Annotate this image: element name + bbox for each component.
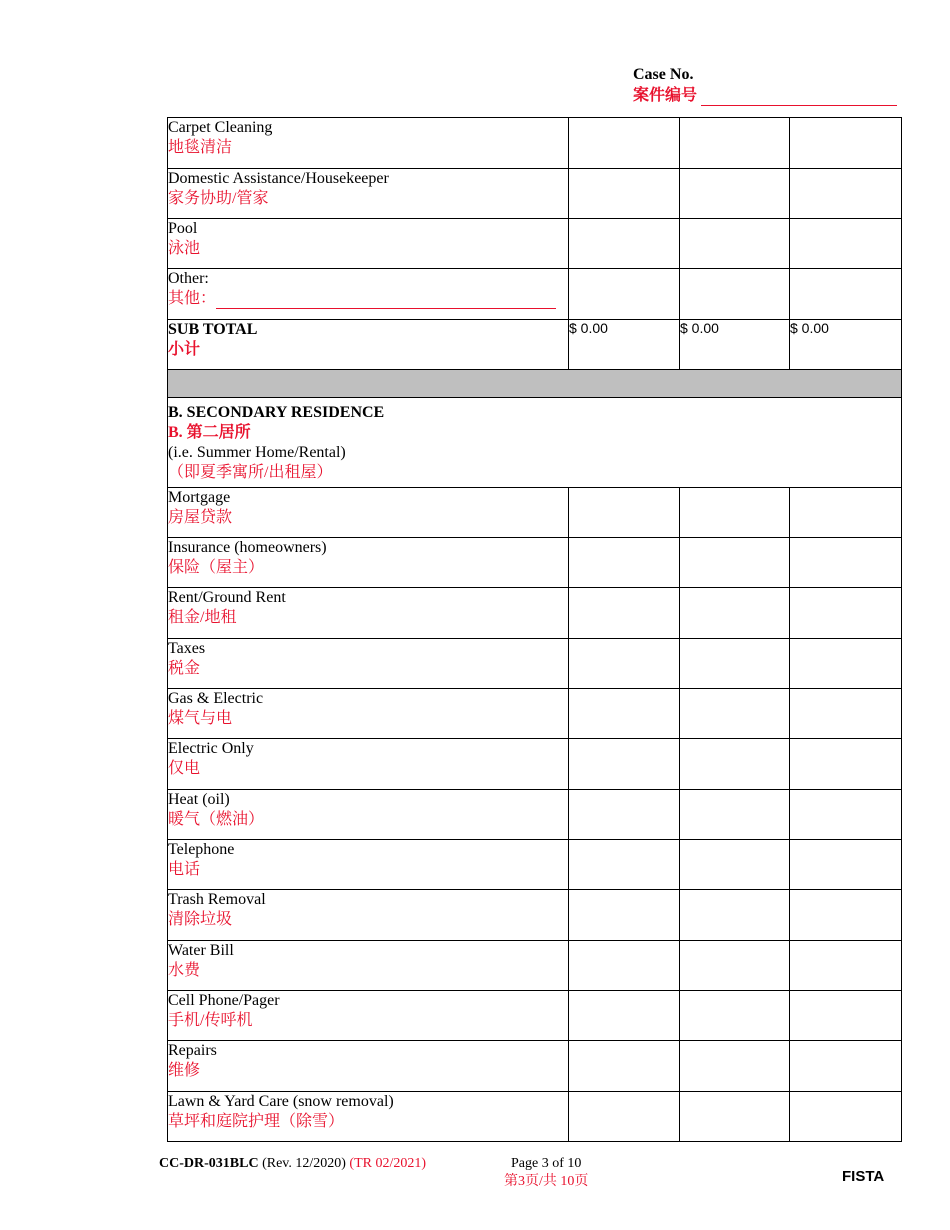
amount-cell[interactable] [569, 1092, 680, 1142]
row-label-cell [168, 991, 569, 1041]
amount-cell[interactable] [569, 219, 680, 269]
subtotal-value-3: $ 0.00 [790, 320, 902, 370]
case-label-en: Case No. [633, 66, 694, 83]
row-label-en: Domestic Assistance/Housekeeper [168, 170, 389, 187]
amount-cell[interactable] [680, 941, 790, 991]
row-label-cell [168, 538, 569, 588]
row-label-zh: 保险（屋主） [168, 559, 265, 576]
table-row [168, 739, 902, 790]
amount-cell[interactable] [680, 538, 790, 588]
amount-cell[interactable] [790, 941, 902, 991]
amount-cell[interactable] [790, 840, 902, 890]
form-revision: (Rev. 12/2020) [262, 1156, 346, 1171]
amount-cell[interactable] [680, 890, 790, 941]
other-description-field[interactable] [216, 292, 556, 309]
row-label-en: Rent/Ground Rent [168, 589, 286, 606]
table-row [168, 169, 902, 219]
row-label-zh: 家务协助/管家 [168, 190, 269, 207]
other-label-zh-row [168, 289, 568, 309]
row-label-en: Cell Phone/Pager [168, 992, 280, 1009]
row-label-en: Lawn & Yard Care (snow removal) [168, 1093, 394, 1110]
row-label-cell [168, 941, 569, 991]
page-number-en: Page 3 of 10 [511, 1156, 582, 1171]
amount-cell[interactable] [569, 488, 680, 538]
amount-cell[interactable] [680, 219, 790, 269]
brand-mark: FISTA [842, 1168, 885, 1185]
amount-cell[interactable] [680, 588, 790, 639]
amount-cell[interactable] [790, 269, 902, 320]
amount-cell[interactable] [680, 169, 790, 219]
row-label-zh: 地毯清洁 [168, 139, 233, 156]
table-row [168, 118, 902, 169]
section-b-title-zh: 第二居所 [186, 424, 251, 441]
row-label-cell [168, 790, 569, 840]
subtotal-label-cell [168, 320, 569, 370]
row-label-cell [168, 639, 569, 689]
amount-cell[interactable] [790, 991, 902, 1041]
row-label-en: Repairs [168, 1042, 217, 1059]
other-label-en: Other: [168, 270, 209, 287]
amount-cell[interactable] [569, 118, 680, 169]
row-label-en: Gas & Electric [168, 690, 264, 707]
amount-cell[interactable] [790, 118, 902, 169]
amount-cell[interactable] [569, 790, 680, 840]
row-label-en: Water Bill [168, 942, 234, 959]
row-label-en: Taxes [168, 640, 206, 657]
table-row [168, 1092, 902, 1142]
section-divider [168, 370, 902, 398]
amount-cell[interactable] [790, 890, 902, 941]
amount-cell[interactable] [569, 269, 680, 320]
row-label-zh: 税金 [168, 660, 201, 677]
table-row-other [168, 269, 902, 320]
amount-cell[interactable] [790, 538, 902, 588]
section-b-header-row [168, 398, 902, 488]
table-row-subtotal [168, 320, 902, 370]
row-label-zh: 仅电 [168, 760, 201, 777]
amount-cell[interactable] [569, 991, 680, 1041]
row-label-zh: 草坪和庭院护理（除雪） [168, 1113, 345, 1130]
amount-cell[interactable] [569, 588, 680, 639]
amount-cell[interactable] [680, 840, 790, 890]
row-label-zh: 手机/传呼机 [168, 1012, 253, 1029]
amount-cell[interactable] [680, 118, 790, 169]
row-label-zh: 煤气与电 [168, 710, 233, 727]
amount-cell[interactable] [790, 639, 902, 689]
row-label-cell [168, 1092, 569, 1142]
table-row [168, 991, 902, 1041]
table-row [168, 890, 902, 941]
form-id-footer [159, 1155, 426, 1173]
subtotal-value-2: $ 0.00 [680, 320, 790, 370]
form-translation-rev: (TR 02/2021) [349, 1156, 427, 1171]
row-label-cell [168, 219, 569, 269]
table-row [168, 538, 902, 588]
section-b-sub-zh: （即夏季寓所/出租屋） [168, 464, 333, 481]
row-label-cell [168, 689, 569, 739]
row-label-zh: 水费 [168, 962, 201, 979]
case-number-block [633, 64, 905, 106]
section-b-title-en: B. SECONDARY RESIDENCE [168, 404, 385, 421]
row-label-zh: 泳池 [168, 240, 201, 257]
row-label-zh: 电话 [168, 861, 201, 878]
row-label-en: Insurance (homeowners) [168, 539, 327, 556]
row-label-cell [168, 118, 569, 169]
divider-cell [168, 370, 902, 398]
amount-cell[interactable] [569, 941, 680, 991]
row-label-zh: 房屋贷款 [168, 509, 233, 526]
row-label-cell [168, 588, 569, 639]
amount-cell[interactable] [790, 739, 902, 790]
expense-table [167, 117, 902, 1142]
other-label-zh: 其他： [168, 290, 217, 307]
row-label-en: Pool [168, 220, 198, 237]
row-label-cell [168, 1041, 569, 1092]
row-label-cell [168, 890, 569, 941]
amount-cell[interactable] [680, 991, 790, 1041]
table-row [168, 840, 902, 890]
case-label-zh-row [633, 85, 905, 106]
amount-cell[interactable] [680, 1092, 790, 1142]
amount-cell[interactable] [790, 219, 902, 269]
amount-cell[interactable] [569, 169, 680, 219]
row-label-en: Heat (oil) [168, 791, 230, 808]
table-row [168, 588, 902, 639]
amount-cell[interactable] [790, 689, 902, 739]
table-row [168, 689, 902, 739]
amount-cell[interactable] [680, 1041, 790, 1092]
amount-cell[interactable] [569, 1041, 680, 1092]
amount-cell[interactable] [569, 639, 680, 689]
amount-cell[interactable] [790, 1041, 902, 1092]
amount-cell[interactable] [790, 488, 902, 538]
section-b-sub-en: (i.e. Summer Home/Rental) [168, 444, 346, 461]
table-row [168, 1041, 902, 1092]
amount-cell[interactable] [790, 790, 902, 840]
subtotal-label-zh: 小计 [168, 341, 201, 358]
table-row [168, 219, 902, 269]
amount-cell[interactable] [790, 588, 902, 639]
form-id: CC-DR-031BLC [159, 1156, 259, 1171]
row-label-en: Trash Removal [168, 891, 266, 908]
page-number-block [504, 1155, 588, 1191]
section-b-title-zh-row [168, 423, 901, 443]
amount-cell[interactable] [569, 890, 680, 941]
amount-cell[interactable] [569, 739, 680, 790]
amount-cell[interactable] [680, 689, 790, 739]
row-label-zh: 维修 [168, 1062, 201, 1079]
amount-cell[interactable] [569, 538, 680, 588]
subtotal-label-en: SUB TOTAL [168, 321, 258, 338]
row-label-zh: 清除垃圾 [168, 911, 233, 928]
row-label-cell [168, 169, 569, 219]
table-row [168, 941, 902, 991]
row-label-cell [168, 739, 569, 790]
row-label-en: Electric Only [168, 740, 254, 757]
amount-cell[interactable] [569, 840, 680, 890]
row-label-zh: 租金/地租 [168, 609, 237, 626]
amount-cell[interactable] [790, 169, 902, 219]
table-row [168, 488, 902, 538]
amount-cell[interactable] [790, 1092, 902, 1142]
table-row [168, 790, 902, 840]
amount-cell[interactable] [680, 488, 790, 538]
amount-cell[interactable] [680, 739, 790, 790]
table-row [168, 639, 902, 689]
row-label-cell [168, 488, 569, 538]
row-label-en: Mortgage [168, 489, 231, 506]
amount-cell[interactable] [680, 790, 790, 840]
amount-cell[interactable] [680, 269, 790, 320]
row-label-en: Telephone [168, 841, 235, 858]
case-number-field[interactable] [701, 89, 897, 106]
page-number-zh: 第3页/共 10页 [504, 1174, 589, 1189]
case-label-zh: 案件编号 [633, 87, 698, 104]
section-b-header [168, 398, 902, 488]
row-label-cell [168, 840, 569, 890]
other-label-cell [168, 269, 569, 320]
subtotal-value-1: $ 0.00 [569, 320, 680, 370]
amount-cell[interactable] [569, 689, 680, 739]
row-label-zh: 暖气（燃油） [168, 811, 265, 828]
section-b-prefix: B. [168, 424, 183, 441]
amount-cell[interactable] [680, 639, 790, 689]
row-label-en: Carpet Cleaning [168, 119, 273, 136]
